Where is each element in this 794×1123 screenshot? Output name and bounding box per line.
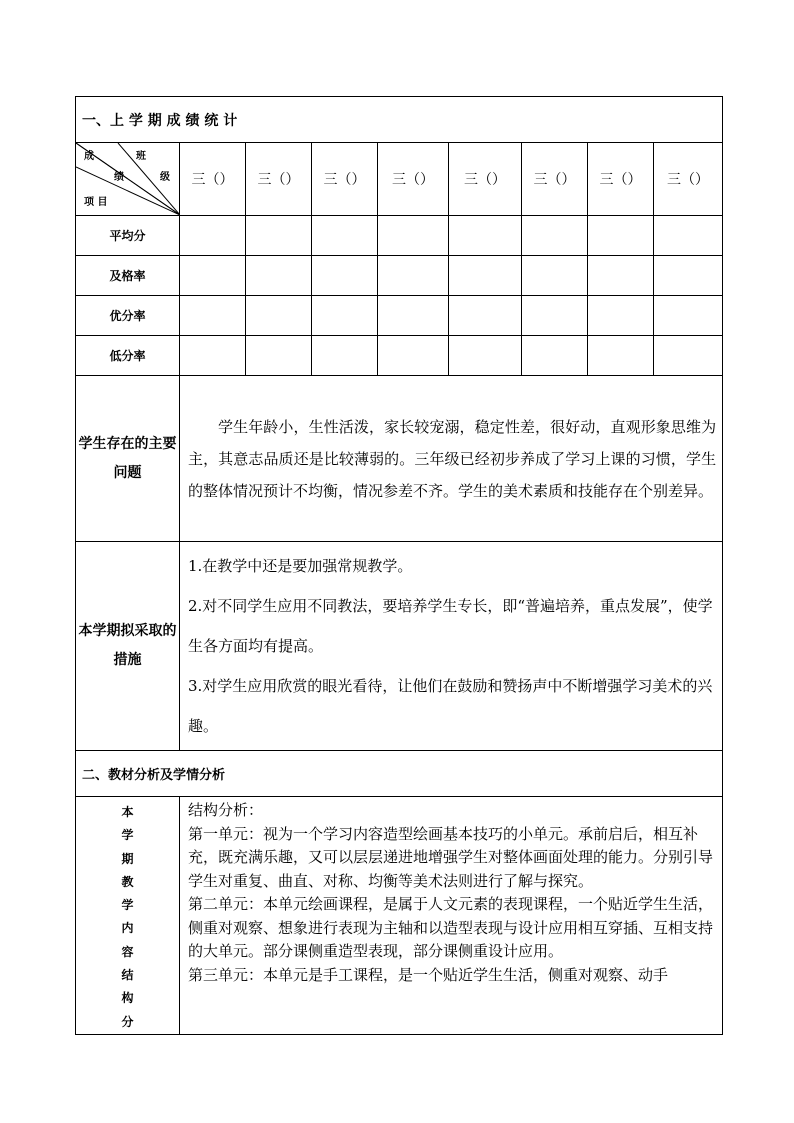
metric-row-low-rate bbox=[76, 336, 723, 376]
structure-unit: 第一单元：视为一个学习内容造型绘画基本技巧的小单元。承前启后，相互补充，既充满乐趣，又可以层层递进地增强学生对整体画面处理的能力。分别引导学生对重复、曲直、对称、均衡等美术法则进行了解与探究。 bbox=[188, 824, 714, 890]
diagonal-header-cell bbox=[76, 143, 180, 216]
metric-label: 平均分 bbox=[76, 216, 180, 256]
diag-label-top-left: 成 bbox=[84, 151, 94, 162]
metric-row-average bbox=[76, 216, 723, 256]
metric-label: 优分率 bbox=[76, 296, 180, 336]
score-cell[interactable] bbox=[378, 256, 449, 296]
score-cell[interactable] bbox=[378, 216, 449, 256]
class-header: 三（） bbox=[246, 143, 312, 216]
structure-row bbox=[76, 797, 723, 1035]
diag-label-top-right: 班 bbox=[136, 151, 146, 162]
class-header: 三（） bbox=[449, 143, 522, 216]
class-header: 三（） bbox=[312, 143, 378, 216]
diag-label-middle-right: 级 bbox=[160, 172, 170, 183]
class-header-row bbox=[76, 143, 723, 216]
score-cell[interactable] bbox=[588, 336, 654, 376]
metric-label: 及格率 bbox=[76, 256, 180, 296]
metric-row-excellent-rate bbox=[76, 296, 723, 336]
score-cell[interactable] bbox=[312, 256, 378, 296]
score-cell[interactable] bbox=[449, 256, 522, 296]
problems-row bbox=[76, 376, 723, 542]
score-cell[interactable] bbox=[588, 216, 654, 256]
score-cell[interactable] bbox=[312, 296, 378, 336]
structure-unit: 第二单元：本单元绘画课程，是属于人文元素的表现课程，一个贴近学生生活，侧重对观察、想象进行表现为主轴和以造型表现与设计应用相互穿插、互相支持的大单元。部分课侧重造型表现，部分课侧重设计应用。 bbox=[188, 895, 714, 960]
plan-table bbox=[75, 96, 723, 1035]
score-cell[interactable] bbox=[654, 336, 723, 376]
class-header: 三（） bbox=[588, 143, 654, 216]
section1-title: 一、上 学 期 成 绩 统 计 bbox=[76, 97, 723, 143]
score-cell[interactable] bbox=[246, 336, 312, 376]
metric-label: 低分率 bbox=[76, 336, 180, 376]
score-cell[interactable] bbox=[449, 296, 522, 336]
structure-label-cell bbox=[76, 797, 180, 1035]
measures-label: 本学期拟采取的措施 bbox=[76, 542, 180, 751]
score-cell[interactable] bbox=[312, 216, 378, 256]
score-cell[interactable] bbox=[378, 296, 449, 336]
diag-label-bottom-left: 项 目 bbox=[84, 197, 108, 208]
metric-row-pass-rate bbox=[76, 256, 723, 296]
measure-item: 2.对不同学生应用不同教法，要培养学生专长，即“普遍培养，重点发展”，使学生各方面均有提高。 bbox=[188, 597, 713, 655]
structure-heading: 结构分析： bbox=[188, 801, 264, 819]
score-cell[interactable] bbox=[180, 216, 246, 256]
measures-list bbox=[180, 542, 723, 751]
score-cell[interactable] bbox=[654, 296, 723, 336]
class-header: 三（） bbox=[180, 143, 246, 216]
score-cell[interactable] bbox=[522, 296, 588, 336]
score-cell[interactable] bbox=[522, 256, 588, 296]
score-cell[interactable] bbox=[449, 216, 522, 256]
score-cell[interactable] bbox=[180, 256, 246, 296]
section2-title: 二、教材分析及学情分析 bbox=[76, 751, 723, 797]
score-cell[interactable] bbox=[378, 336, 449, 376]
document-page bbox=[75, 96, 722, 1035]
score-cell[interactable] bbox=[246, 296, 312, 336]
score-cell[interactable] bbox=[246, 256, 312, 296]
section2-row bbox=[76, 751, 723, 797]
score-cell[interactable] bbox=[312, 336, 378, 376]
problems-text: 学生年龄小，生性活泼，家长较宠溺，稳定性差，很好动，直观形象思维为主，其意志品质还是比较薄弱的。三年级已经初步养成了学习上课的习惯，学生的整体情况预计不均衡，情况参差不齐。学生的美术素质和技能存在个别差异。 bbox=[188, 417, 717, 500]
score-cell[interactable] bbox=[522, 216, 588, 256]
diag-label-middle-left: 绩 bbox=[114, 172, 124, 183]
problems-text-cell bbox=[180, 376, 723, 542]
structure-text-cell bbox=[180, 797, 723, 1035]
section1-row bbox=[76, 97, 723, 143]
score-cell[interactable] bbox=[246, 216, 312, 256]
score-cell[interactable] bbox=[654, 216, 723, 256]
score-cell[interactable] bbox=[588, 296, 654, 336]
score-cell[interactable] bbox=[522, 336, 588, 376]
score-cell[interactable] bbox=[654, 256, 723, 296]
class-header: 三（） bbox=[654, 143, 723, 216]
score-cell[interactable] bbox=[180, 336, 246, 376]
score-cell[interactable] bbox=[588, 256, 654, 296]
problems-label: 学生存在的主要问题 bbox=[76, 376, 180, 542]
structure-label: 本学期教学内容结构分 bbox=[121, 805, 134, 1029]
class-header: 三（） bbox=[522, 143, 588, 216]
score-cell[interactable] bbox=[180, 296, 246, 336]
score-cell[interactable] bbox=[449, 336, 522, 376]
class-header: 三（） bbox=[378, 143, 449, 216]
structure-unit: 第三单元：本单元是手工课程，是一个贴近学生生活，侧重对观察、动手 bbox=[188, 965, 669, 984]
measure-item: 1.在教学中还是要加强常规教学。 bbox=[188, 557, 413, 575]
measures-row bbox=[76, 542, 723, 751]
measure-item: 3.对学生应用欣赏的眼光看待，让他们在鼓励和赞扬声中不断增强学习美术的兴趣。 bbox=[188, 677, 713, 735]
